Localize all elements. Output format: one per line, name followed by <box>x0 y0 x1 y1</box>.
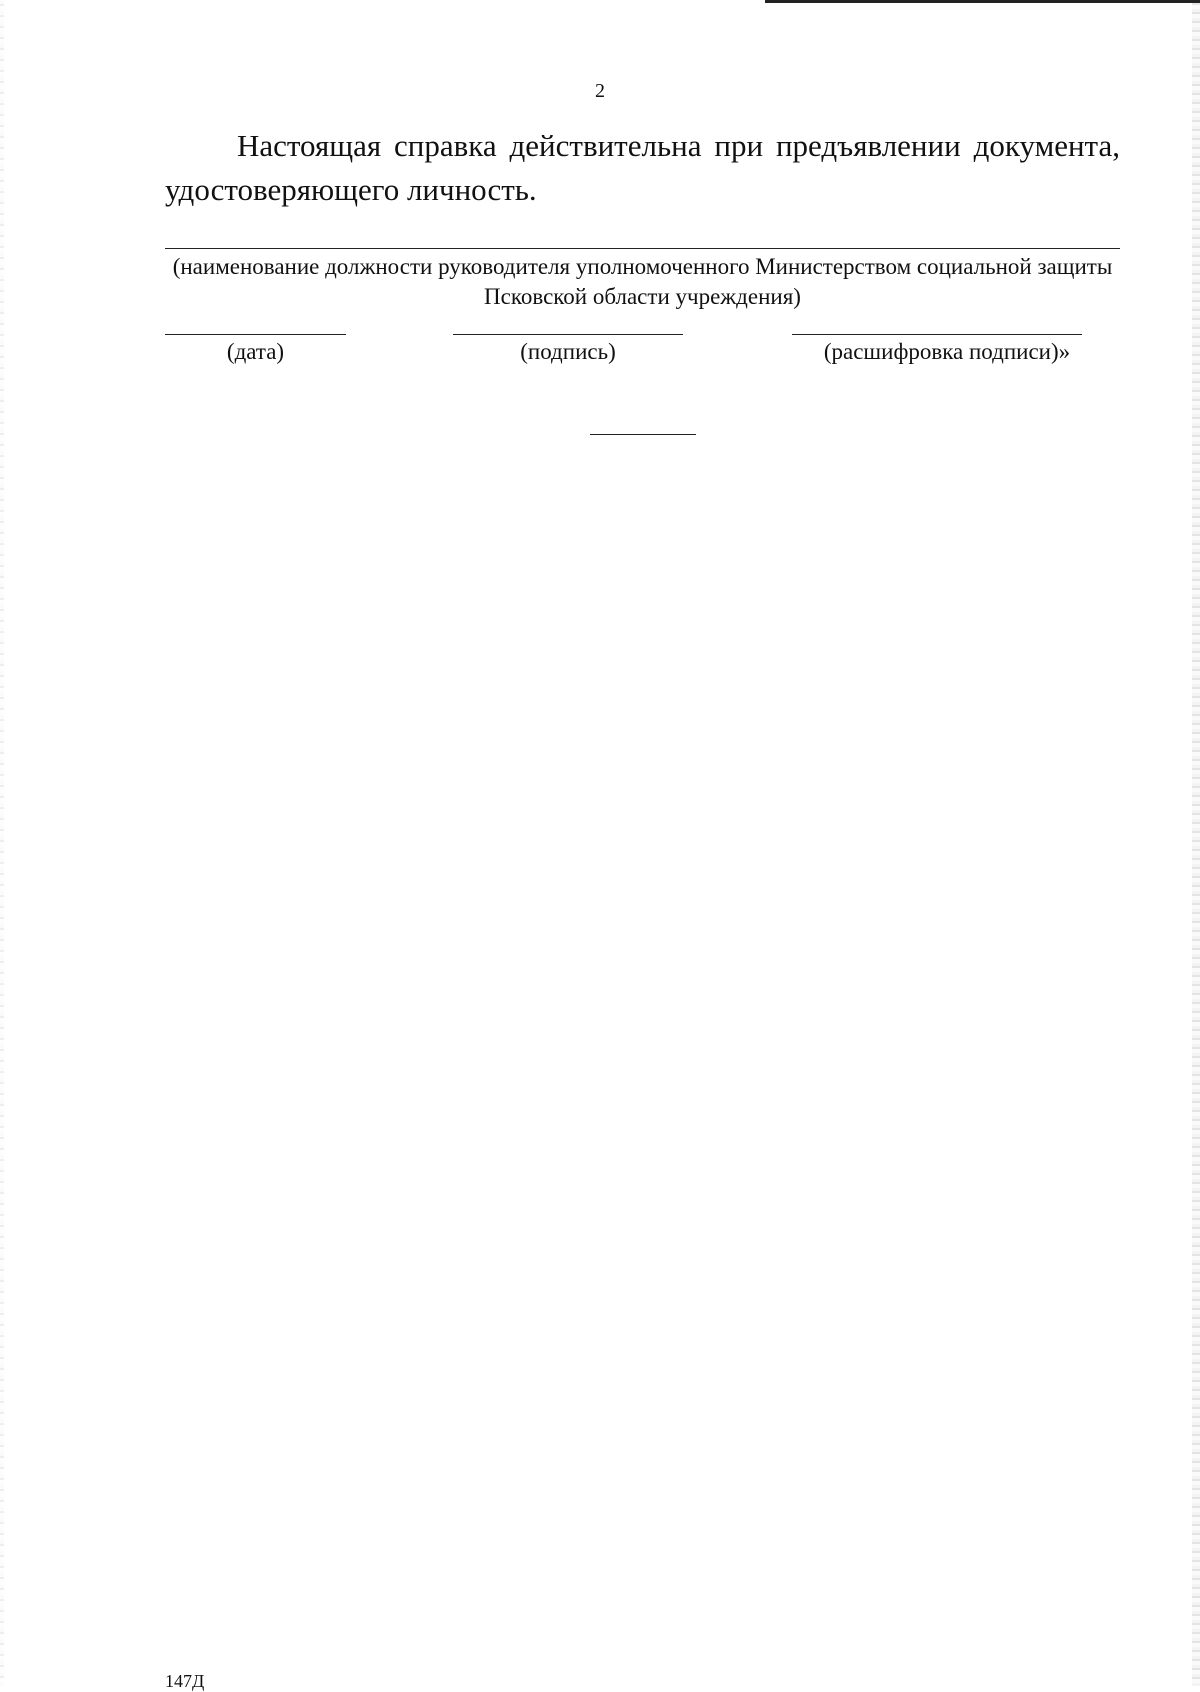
signature-caption: (подпись) <box>520 339 616 364</box>
signature-blank-line <box>453 334 683 335</box>
position-caption: (наименование должности руководителя уполномоченного Министерством социальной защиты Псковской области учреждения) <box>172 254 1113 309</box>
statement-paragraph: Настоящая справка действительна при предъявлении документа, удостоверяющего личность. <box>165 128 1120 207</box>
top-rule <box>765 0 1200 3</box>
scan-edge-left <box>0 0 4 1686</box>
date-caption: (дата) <box>226 339 285 364</box>
date-blank-line <box>165 334 346 335</box>
footer-code: 147Д <box>165 1671 205 1691</box>
position-blank-line <box>165 248 1120 249</box>
signature-decoding-blank-line <box>792 334 1082 335</box>
end-rule <box>590 434 696 435</box>
scan-edge-right <box>1192 0 1200 1686</box>
page-number: 2 <box>595 80 605 102</box>
signature-decoding-caption: (расшифровка подписи)» <box>823 339 1071 364</box>
